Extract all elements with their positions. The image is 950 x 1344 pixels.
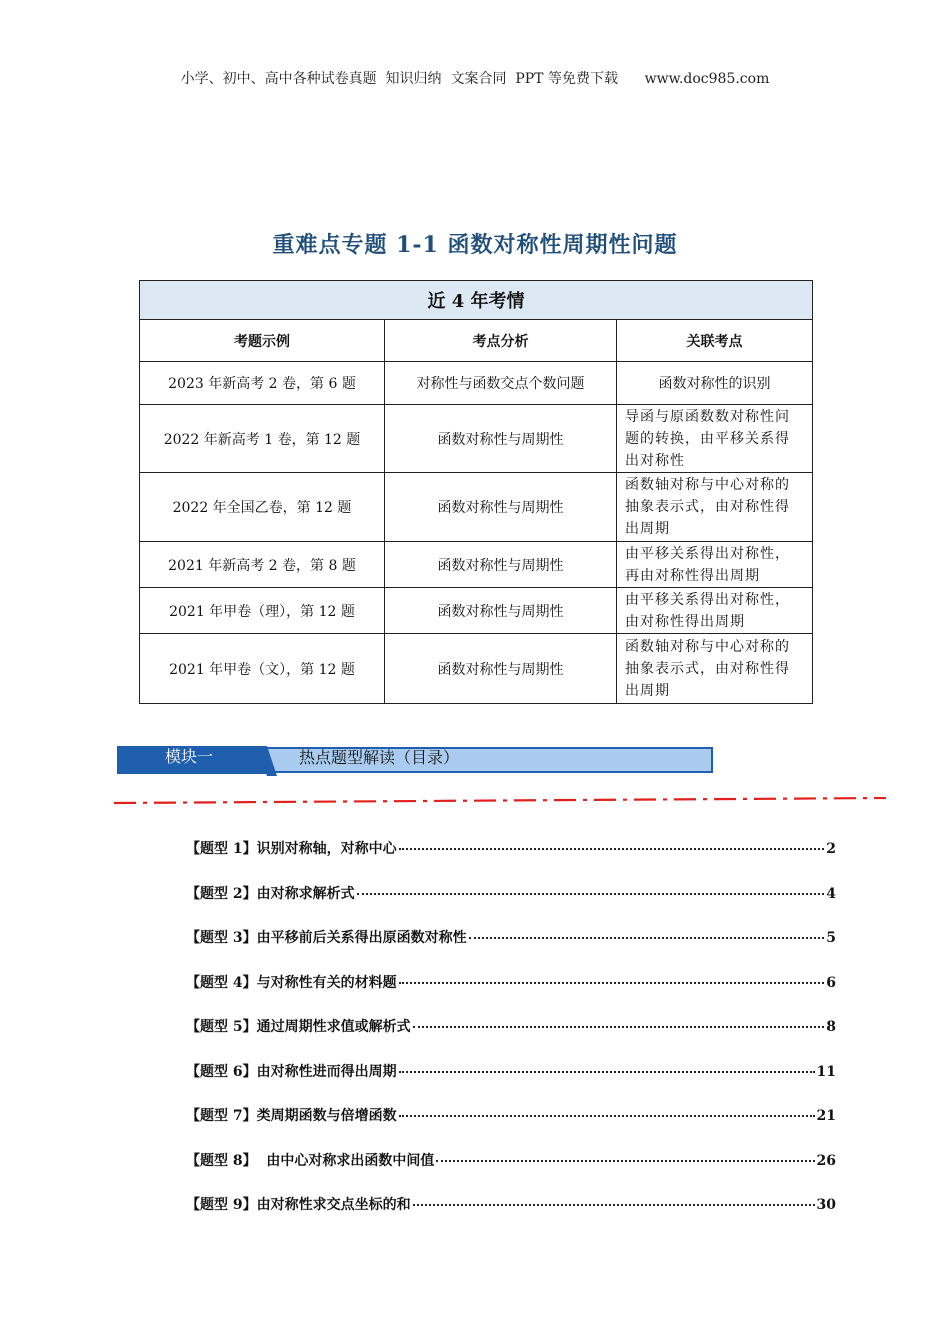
cell-analysis: 对称性与函数交点个数问题 — [385, 362, 617, 405]
toc-dot-leader — [413, 1026, 825, 1028]
toc-dot-leader — [399, 848, 825, 850]
toc-item[interactable] — [186, 1194, 836, 1239]
cell-related: 函数对称性的识别 — [617, 362, 813, 405]
toc-page-number: 6 — [826, 974, 836, 991]
cell-analysis: 函数对称性与周期性 — [385, 542, 617, 588]
column-header-example: 考题示例 — [140, 320, 385, 362]
cell-example: 2022 年全国乙卷，第 12 题 — [140, 473, 385, 542]
table-caption: 近 4 年考情 — [140, 281, 813, 320]
module-title: 热点题型解读（目录） — [263, 747, 713, 773]
toc-item[interactable] — [186, 1105, 836, 1150]
toc-dot-leader — [357, 893, 825, 895]
cell-example: 2021 年新高考 2 卷，第 8 题 — [140, 542, 385, 588]
toc-label: 【题型 5】通过周期性求值或解析式 — [186, 1019, 411, 1035]
cell-related: 由平移关系得出对称性，由对称性得出周期 — [617, 588, 813, 634]
table-of-contents — [186, 838, 836, 1239]
column-header-related: 关联考点 — [617, 320, 813, 362]
cell-analysis: 函数对称性与周期性 — [385, 588, 617, 634]
toc-label: 【题型 2】由对称求解析式 — [186, 885, 355, 902]
module-slant-decoration — [257, 746, 277, 776]
table-row — [140, 362, 813, 405]
toc-dot-leader — [413, 1204, 815, 1206]
toc-label: 【题型 6】由对称性进而得出周期 — [186, 1063, 397, 1080]
document-title: 重难点专题 1-1 函数对称性周期性问题 — [272, 232, 678, 258]
toc-page-number: 11 — [816, 1063, 836, 1080]
toc-dot-leader — [436, 1160, 814, 1162]
toc-item[interactable] — [186, 883, 836, 928]
cell-related: 函数轴对称与中心对称的抽象表示式，由对称性得出周期 — [617, 634, 813, 704]
table-row — [140, 588, 813, 634]
module-banner — [117, 746, 717, 776]
table-row — [140, 634, 813, 704]
cell-related: 由平移关系得出对称性，再由对称性得出周期 — [617, 542, 813, 588]
toc-page-number: 8 — [826, 1019, 836, 1035]
toc-label: 【题型 9】由对称性求交点坐标的和 — [186, 1197, 411, 1213]
page-header: 小学、初中、高中各种试卷真题 知识归纳 文案合同 PPT 等免费下载 www.doc985.com — [180, 71, 770, 87]
table-row — [140, 542, 813, 588]
dash-dot-divider — [114, 797, 886, 805]
cell-example: 2021 年甲卷（理），第 12 题 — [140, 588, 385, 634]
cell-analysis: 函数对称性与周期性 — [385, 405, 617, 473]
toc-item[interactable] — [186, 927, 836, 972]
cell-related: 函数轴对称与中心对称的抽象表示式，由对称性得出周期 — [617, 473, 813, 542]
toc-label: 【题型 3】由平移前后关系得出原函数对称性 — [186, 930, 467, 946]
table-row — [140, 473, 813, 542]
column-header-analysis: 考点分析 — [385, 320, 617, 362]
toc-item[interactable] — [186, 972, 836, 1017]
toc-dot-leader — [469, 937, 825, 939]
toc-label: 【题型 4】与对称性有关的材料题 — [186, 974, 397, 991]
toc-label: 【题型 8】 由中心对称求出函数中间值 — [186, 1152, 435, 1169]
cell-analysis: 函数对称性与周期性 — [385, 634, 617, 704]
toc-dot-leader — [399, 1115, 815, 1117]
toc-label: 【题型 7】类周期函数与倍增函数 — [186, 1108, 397, 1124]
module-tab: 模块一 — [117, 746, 267, 774]
toc-item[interactable] — [186, 838, 836, 883]
toc-page-number: 4 — [826, 885, 836, 902]
toc-label: 【题型 1】识别对称轴，对称中心 — [186, 841, 397, 857]
toc-page-number: 2 — [826, 841, 836, 857]
toc-page-number: 26 — [816, 1152, 836, 1169]
toc-item[interactable] — [186, 1016, 836, 1061]
toc-item[interactable] — [186, 1150, 836, 1195]
cell-example: 2022 年新高考 1 卷，第 12 题 — [140, 405, 385, 473]
cell-example: 2021 年甲卷（文），第 12 题 — [140, 634, 385, 704]
toc-dot-leader — [399, 982, 825, 984]
toc-page-number: 21 — [816, 1108, 836, 1124]
cell-related: 导函与原函数数对称性问题的转换，由平移关系得出对称性 — [617, 405, 813, 473]
cell-example: 2023 年新高考 2 卷，第 6 题 — [140, 362, 385, 405]
toc-page-number: 5 — [826, 930, 836, 946]
toc-item[interactable] — [186, 1061, 836, 1106]
cell-analysis: 函数对称性与周期性 — [385, 473, 617, 542]
exam-overview-table — [139, 280, 813, 704]
table-row — [140, 405, 813, 473]
toc-page-number: 30 — [816, 1197, 836, 1213]
toc-dot-leader — [399, 1071, 815, 1073]
